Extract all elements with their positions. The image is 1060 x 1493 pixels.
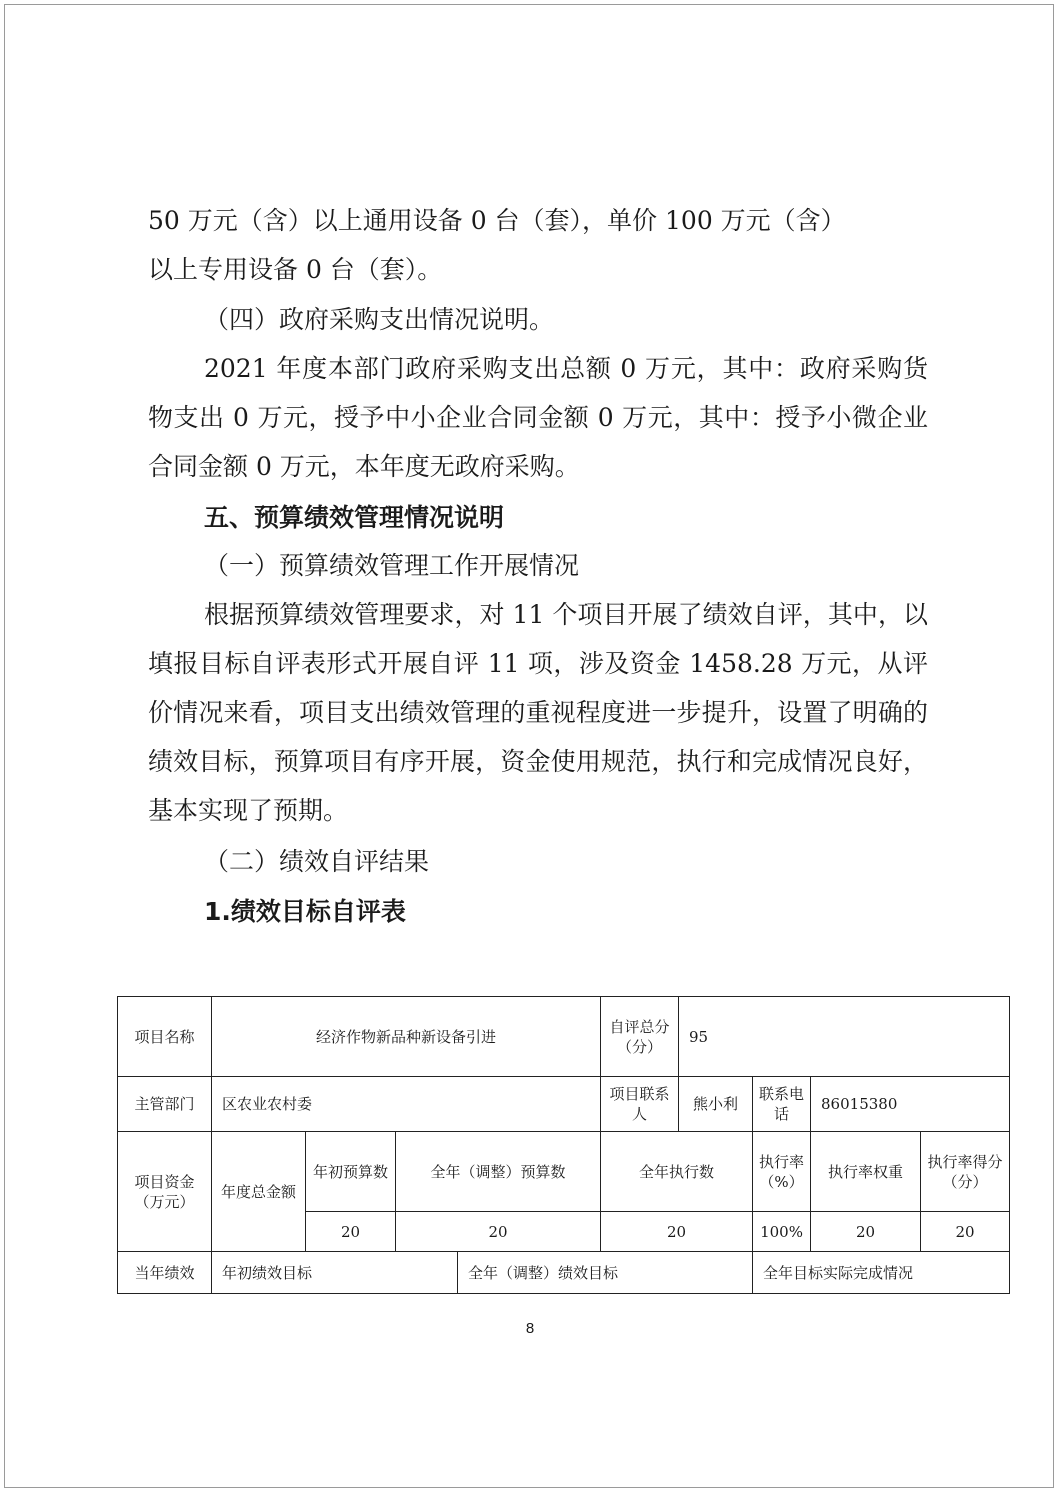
contact-label: 项目联系人 [601,1077,679,1132]
funds-label: 项目资金（万元） [118,1132,212,1252]
adjusted-budget-value: 20 [396,1212,601,1252]
initial-budget-value: 20 [306,1212,396,1252]
paragraph-equipment-line-2: 以上专用设备 0 台（套）。 [148,255,443,284]
project-name-label: 项目名称 [118,997,212,1077]
performance-evaluation-table [117,996,1010,1294]
actual-completion-label: 全年目标实际完成情况 [753,1252,1010,1294]
heading-subsection-2: （二）绩效自评结果 [204,847,430,876]
table-row [118,1132,1010,1212]
heading-procurement: （四）政府采购支出情况说明。 [204,305,555,334]
rate-score-value: 20 [921,1212,1010,1252]
department-value: 区农业农村委 [212,1077,601,1132]
initial-target-label: 年初绩效目标 [212,1252,458,1294]
adjusted-budget-label: 全年（调整）预算数 [396,1132,601,1212]
self-score-value: 95 [679,997,1010,1077]
table-row [118,1077,1010,1132]
paragraph-equipment-line-1: 50 万元（含）以上通用设备 0 台（套），单价 100 万元（含） [148,206,846,235]
self-score-label: 自评总分（分） [601,997,679,1077]
department-label: 主管部门 [118,1077,212,1132]
rate-weight-label: 执行率权重 [811,1132,921,1212]
heading-section-5: 五、预算绩效管理情况说明 [204,503,505,532]
total-amount-label: 年度总金额 [212,1132,306,1252]
phone-label: 联系电话 [753,1077,811,1132]
paragraph-performance: 根据预算绩效管理要求，对 11 个项目开展了绩效自评，其中，以填报目标自评表形式开展自评 11 项，涉及资金 1458.28 万元，从评价情况来看，项目支出绩效管理的重视程度进一步提升，设置了明确的绩效目标，预算项目有序开展，资金使用规范，执行和完成情况良好，基本实现了预期。 [148,600,928,825]
phone-value: 86015380 [811,1077,1010,1132]
executed-value: 20 [601,1212,753,1252]
paragraph-procurement: 2021 年度本部门政府采购支出总额 0 万元，其中：政府采购货物支出 0 万元，授予中小企业合同金额 0 万元，其中：授予小微企业合同金额 0 万元，本年度无政府采购。 [148,354,928,481]
rate-score-label: 执行率得分（分） [921,1132,1010,1212]
executed-label: 全年执行数 [601,1132,753,1212]
execution-rate-value: 100% [753,1212,811,1252]
annual-performance-label: 当年绩效 [118,1252,212,1294]
table-row [118,997,1010,1077]
contact-value: 熊小利 [679,1077,753,1132]
heading-table-title: 1.绩效目标自评表 [204,897,406,926]
table-row [118,1252,1010,1294]
project-name-value: 经济作物新品种新设备引进 [212,997,601,1077]
adjusted-target-label: 全年（调整）绩效目标 [458,1252,753,1294]
rate-weight-value: 20 [811,1212,921,1252]
heading-subsection-1: （一）预算绩效管理工作开展情况 [204,551,580,580]
page-number: 8 [525,1320,535,1337]
execution-rate-label: 执行率（%） [753,1132,811,1212]
initial-budget-label: 年初预算数 [306,1132,396,1212]
